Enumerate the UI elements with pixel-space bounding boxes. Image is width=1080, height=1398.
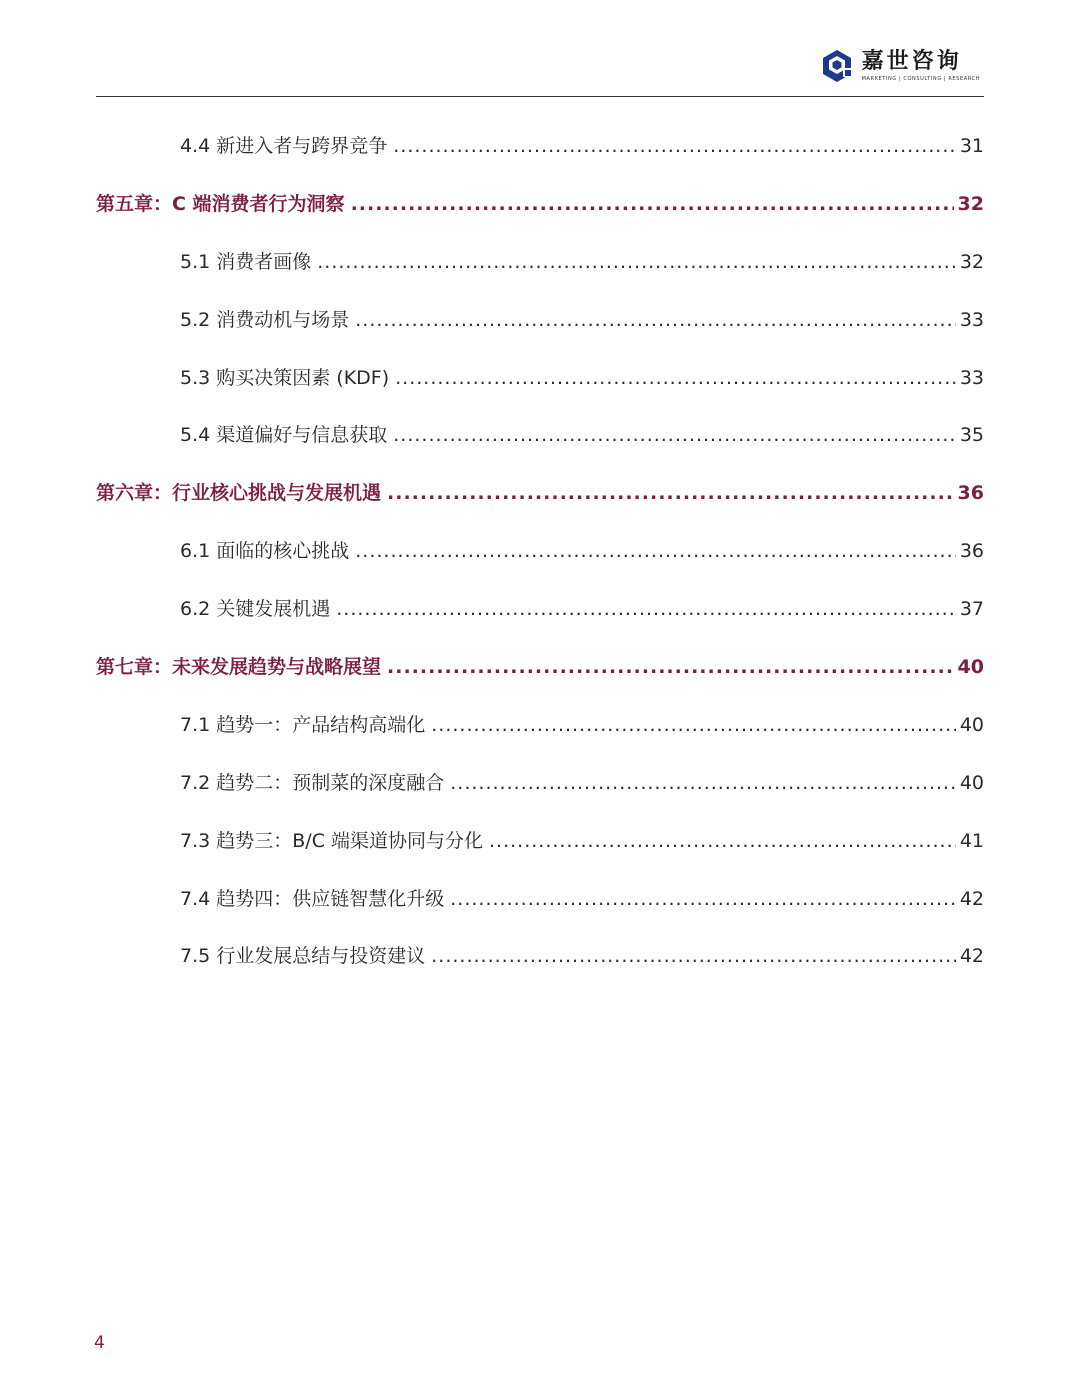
toc-dot-leader xyxy=(393,407,956,465)
toc-section-entry[interactable] xyxy=(96,523,984,581)
toc-section-entry[interactable] xyxy=(96,581,984,639)
toc-entry-page: 32 xyxy=(959,250,984,273)
toc-dot-leader xyxy=(355,292,956,350)
toc-section-entry[interactable] xyxy=(96,928,984,986)
toc-dot-leader xyxy=(431,928,956,986)
toc-dot-leader xyxy=(489,813,956,871)
toc-entry-title: 7.3 趋势三：B/C 端渠道协同与分化 xyxy=(180,829,483,852)
toc-entry-page: 31 xyxy=(959,135,984,157)
page-number: 4 xyxy=(94,1333,105,1353)
toc-entry-title: 7.4 趋势四：供应链智慧化升级 xyxy=(180,887,445,910)
toc-chapter-entry[interactable] xyxy=(96,465,984,523)
toc-section-entry[interactable] xyxy=(96,292,984,350)
toc-section-entry[interactable] xyxy=(96,407,984,465)
toc-entry-title: 第五章：C 端消费者行为洞察 xyxy=(96,192,345,215)
toc-entry-title: 5.1 消费者画像 xyxy=(180,250,312,273)
toc-section-entry[interactable] xyxy=(96,871,984,929)
toc-chapter-entry[interactable] xyxy=(96,639,984,697)
toc-entry-title: 5.4 渠道偏好与信息获取 xyxy=(180,424,388,447)
toc-entry-title: 6.2 关键发展机遇 xyxy=(180,598,331,621)
toc-entry-title: 5.3 购买决策因素 (KDF) xyxy=(180,366,390,389)
toc-entry-title: 7.5 行业发展总结与投资建议 xyxy=(180,945,426,968)
toc-dot-leader xyxy=(450,871,956,929)
toc-entry-page: 33 xyxy=(959,366,984,389)
page-header xyxy=(96,40,984,97)
toc-section-entry[interactable] xyxy=(96,234,984,292)
toc-section-entry[interactable] xyxy=(96,697,984,755)
toc-section-entry[interactable] xyxy=(96,118,984,176)
toc-dot-leader xyxy=(395,350,956,408)
toc-dot-leader xyxy=(387,465,954,523)
toc-dot-leader xyxy=(431,697,956,755)
toc-entry-page: 42 xyxy=(959,945,984,968)
toc-entry-page: 40 xyxy=(959,713,984,736)
toc-entry-page: 36 xyxy=(959,540,984,563)
toc-dot-leader xyxy=(387,639,954,697)
brand-tagline: MARKETING | CONSULTING | RESEARCH xyxy=(861,76,980,82)
toc-dot-leader xyxy=(351,176,954,234)
toc-entry-title: 6.1 面临的核心挑战 xyxy=(180,540,350,563)
toc-entry-page: 35 xyxy=(959,424,984,447)
toc-dot-leader xyxy=(317,234,956,292)
toc-entry-page: 41 xyxy=(959,829,984,852)
toc-entry-title: 7.1 趋势一：产品结构高端化 xyxy=(180,713,426,736)
toc-entry-title: 第七章：未来发展趋势与战略展望 xyxy=(96,656,382,679)
toc-entry-page: 42 xyxy=(959,887,984,910)
toc-section-entry[interactable] xyxy=(96,813,984,871)
toc-entry-page: 40 xyxy=(957,656,984,679)
toc-entry-page: 32 xyxy=(957,192,984,215)
toc-entry-title: 第六章：行业核心挑战与发展机遇 xyxy=(96,482,382,505)
toc-dot-leader xyxy=(336,581,956,639)
toc-entry-title: 4.4 新进入者与跨界竞争 xyxy=(180,135,388,157)
toc-entry-title: 5.2 消费动机与场景 xyxy=(180,308,350,331)
toc-entry-page: 40 xyxy=(959,771,984,794)
toc-dot-leader xyxy=(393,118,956,176)
toc-entry-page: 36 xyxy=(957,482,984,505)
toc-dot-leader xyxy=(355,523,956,581)
toc-entry-page: 33 xyxy=(959,308,984,331)
jiashi-logo-icon xyxy=(820,48,854,84)
table-of-contents xyxy=(96,118,984,986)
toc-chapter-entry[interactable] xyxy=(96,176,984,234)
toc-section-entry[interactable] xyxy=(96,755,984,813)
toc-dot-leader xyxy=(450,755,956,813)
brand-logo xyxy=(820,48,980,84)
toc-section-entry[interactable] xyxy=(96,350,984,408)
brand-name: 嘉世咨询 xyxy=(861,49,962,74)
toc-entry-page: 37 xyxy=(959,598,984,621)
toc-entry-title: 7.2 趋势二：预制菜的深度融合 xyxy=(180,771,445,794)
